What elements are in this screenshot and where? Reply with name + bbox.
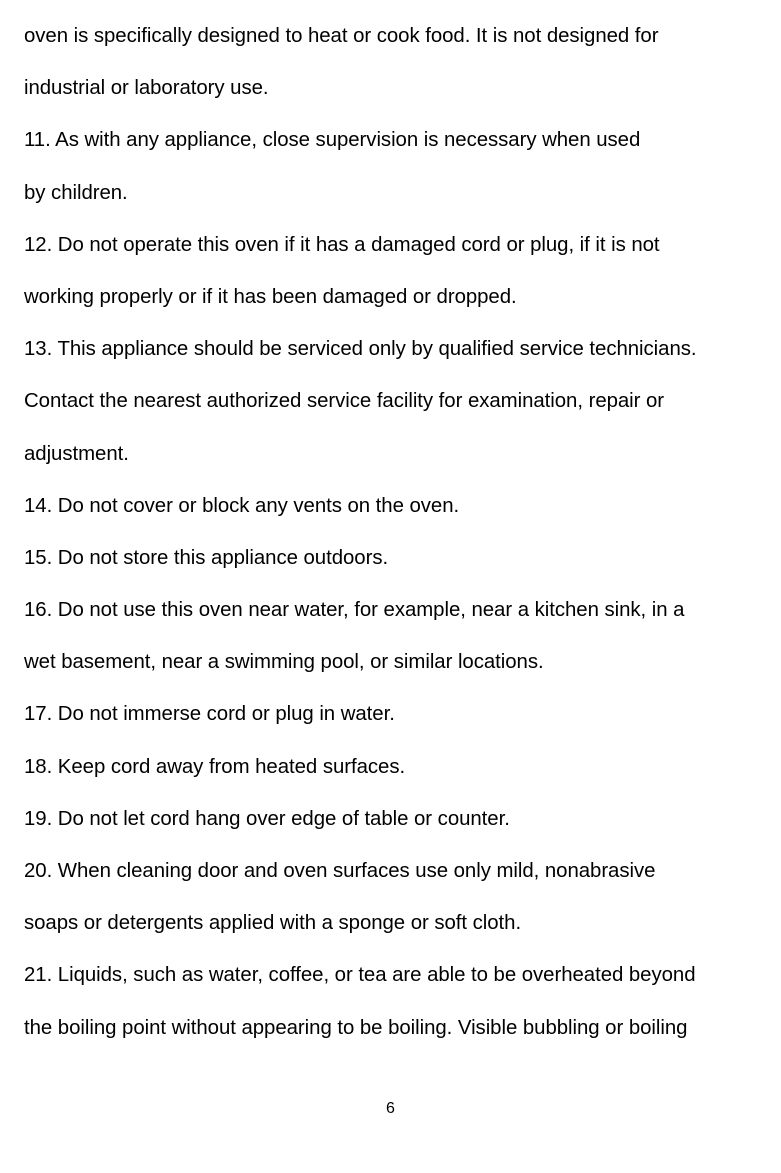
text-line: 18. Keep cord away from heated surfaces. [24,755,406,778]
text-line: 12. Do not operate this oven if it has a damaged cord or plug, if it is not [24,233,660,256]
text-line: 15. Do not store this appliance outdoors. [24,546,389,569]
page-number: 6 [386,1100,395,1117]
text-line: the boiling point without appearing to be boiling. Visible bubbling or boiling [24,1016,688,1039]
text-line: industrial or laboratory use. [24,77,269,100]
text-line: 19. Do not let cord hang over edge of table or counter. [24,807,510,830]
text-line: 14. Do not cover or block any vents on the oven. [24,494,460,517]
text-line: by children. [24,181,128,204]
text-line: 21. Liquids, such as water, coffee, or tea are able to be overheated beyond [24,964,696,987]
text-line: 20. When cleaning door and oven surfaces use only mild, nonabrasive [24,860,656,882]
safety-instructions-text [24,18,781,1062]
text-line: 17. Do not immerse cord or plug in water. [24,703,395,726]
text-line: wet basement, near a swimming pool, or similar locations. [24,651,544,674]
text-line: 13. This appliance should be serviced only by qualified service technicians. [24,338,697,361]
text-line: working properly or if it has been damaged or dropped. [24,285,517,308]
text-line: Contact the nearest authorized service facility for examination, repair or [24,390,665,413]
text-line: adjustment. [24,442,129,465]
text-line: 11. As with any appliance, close supervision is necessary when used [24,129,641,152]
text-line: soaps or detergents applied with a sponge or soft cloth. [24,912,522,935]
text-line: oven is specifically designed to heat or cook food. It is not designed for [24,25,659,47]
text-line: 16. Do not use this oven near water, for example, near a kitchen sink, in a [24,599,685,622]
